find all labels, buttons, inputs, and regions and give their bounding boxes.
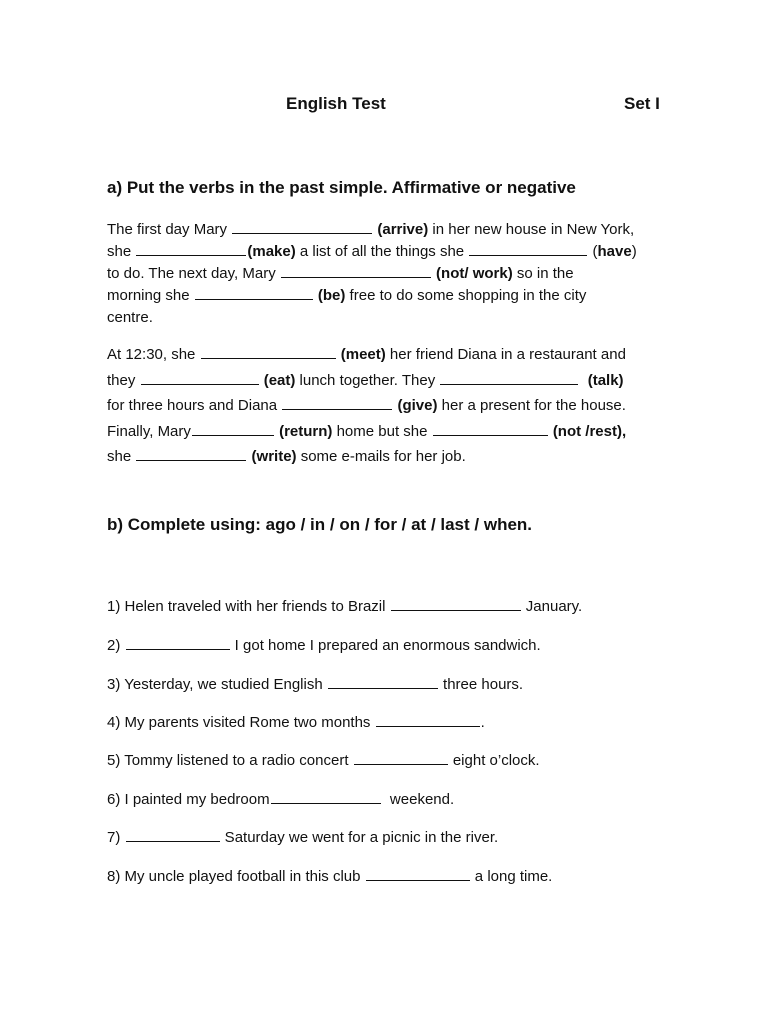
verb-hint: (eat)	[263, 371, 296, 389]
paragraph-line	[107, 219, 667, 241]
exercise-item-8	[107, 867, 552, 885]
exercise-item-3	[107, 675, 523, 693]
paragraph-line	[107, 444, 667, 470]
answer-blank[interactable]	[136, 242, 246, 256]
verb-hint: (meet)	[340, 346, 386, 363]
answer-blank[interactable]	[281, 264, 431, 278]
verb-hint: (talk)	[587, 371, 624, 389]
item-text: I got home I prepared an enormous sandwich.	[230, 637, 541, 654]
text-run: they	[107, 371, 140, 389]
item-text: three hours.	[438, 676, 524, 693]
text-run: to do. The next day, Mary	[107, 265, 280, 282]
exercise-item-7	[107, 828, 498, 846]
paragraph-line	[107, 393, 667, 419]
text-run: home but she	[332, 422, 432, 440]
item-text: 4) My parents visited Rome two months	[107, 714, 375, 731]
answer-blank[interactable]	[282, 396, 392, 410]
paragraph-line	[107, 342, 667, 368]
paragraph-line	[107, 307, 667, 329]
text-run: she	[107, 243, 136, 260]
text-run: (	[588, 243, 598, 260]
answer-blank[interactable]	[232, 220, 372, 234]
verb-hint: (arrive)	[377, 221, 429, 238]
text-run: some e-mails for her job.	[296, 448, 466, 465]
answer-blank[interactable]	[195, 286, 313, 300]
text-run: free to do some shopping in the city	[345, 287, 587, 304]
answer-blank[interactable]	[391, 597, 521, 611]
answer-blank[interactable]	[141, 371, 259, 385]
paragraph-1	[107, 219, 667, 329]
item-text: 3) Yesterday, we studied English	[107, 676, 327, 693]
answer-blank[interactable]	[126, 828, 220, 842]
exercise-item-5	[107, 751, 540, 769]
answer-blank[interactable]	[201, 345, 336, 359]
exercise-item-2	[107, 636, 541, 654]
paragraph-2	[107, 342, 667, 470]
item-text: Saturday we went for a picnic in the river.	[220, 829, 499, 846]
item-text: 1) Helen traveled with her friends to Brazil	[107, 598, 390, 615]
item-text: eight o’clock.	[448, 752, 540, 769]
text-run: )	[631, 243, 637, 260]
verb-hint: (write)	[251, 448, 297, 465]
item-text: 5) Tommy listened to a radio concert	[107, 752, 353, 769]
exercise-item-1	[107, 597, 582, 615]
item-text: weekend.	[381, 791, 455, 808]
paragraph-line	[107, 241, 667, 263]
verb-hint: (give)	[397, 397, 438, 414]
item-text: January.	[521, 598, 583, 615]
text-run: a list of all the things she	[295, 243, 469, 260]
item-text: a long time.	[470, 868, 553, 885]
page-title: English Test	[286, 94, 386, 113]
section-b-heading: b) Complete using: ago / in / on / for / at / last / when.	[107, 515, 533, 534]
set-label: Set I	[624, 94, 660, 113]
paragraph-line	[107, 419, 667, 445]
answer-blank[interactable]	[440, 371, 578, 385]
paragraph-line	[107, 368, 667, 394]
answer-blank[interactable]	[376, 713, 480, 727]
verb-hint: (not /rest),	[552, 422, 627, 440]
verb-hint: have	[597, 243, 632, 260]
item-text: 2)	[107, 637, 125, 654]
paragraph-line	[107, 285, 667, 307]
item-text: 8) My uncle played football in this club	[107, 868, 365, 885]
text-run: for three hours and Diana	[107, 397, 282, 414]
answer-blank[interactable]	[126, 636, 230, 650]
section-a-heading: a) Put the verbs in the past simple. Affirmative or negative	[107, 178, 576, 197]
item-text: .	[480, 714, 485, 731]
verb-hint: (not/ work)	[436, 265, 513, 282]
exercise-item-6	[107, 790, 454, 808]
item-text: 7)	[107, 829, 125, 846]
answer-blank[interactable]	[271, 790, 381, 804]
verb-hint: (be)	[317, 287, 346, 304]
answer-blank[interactable]	[433, 422, 548, 436]
exercise-item-4	[107, 713, 485, 731]
answer-blank[interactable]	[328, 675, 438, 689]
text-run: The first day Mary	[107, 221, 232, 238]
answer-blank[interactable]	[354, 751, 448, 765]
text-run: so in the	[512, 265, 574, 282]
text-run: she	[107, 448, 136, 465]
paragraph-line	[107, 263, 667, 285]
verb-hint: (make)	[247, 243, 296, 260]
answer-blank[interactable]	[136, 447, 246, 461]
text-run: At 12:30, she	[107, 346, 200, 363]
text-run: her friend Diana in a restaurant and	[385, 346, 626, 363]
text-run: centre.	[107, 309, 153, 326]
text-run: morning she	[107, 287, 194, 304]
answer-blank[interactable]	[192, 422, 274, 436]
item-text: 6) I painted my bedroom	[107, 791, 270, 808]
answer-blank[interactable]	[366, 867, 470, 881]
text-run	[579, 372, 587, 389]
text-run: lunch together. They	[295, 371, 440, 389]
text-run: her a present for the house.	[437, 397, 626, 414]
verb-hint: (return)	[279, 422, 333, 440]
text-run: in her new house in New York,	[428, 221, 635, 238]
answer-blank[interactable]	[469, 242, 587, 256]
text-run: Finally, Mary	[107, 422, 191, 440]
